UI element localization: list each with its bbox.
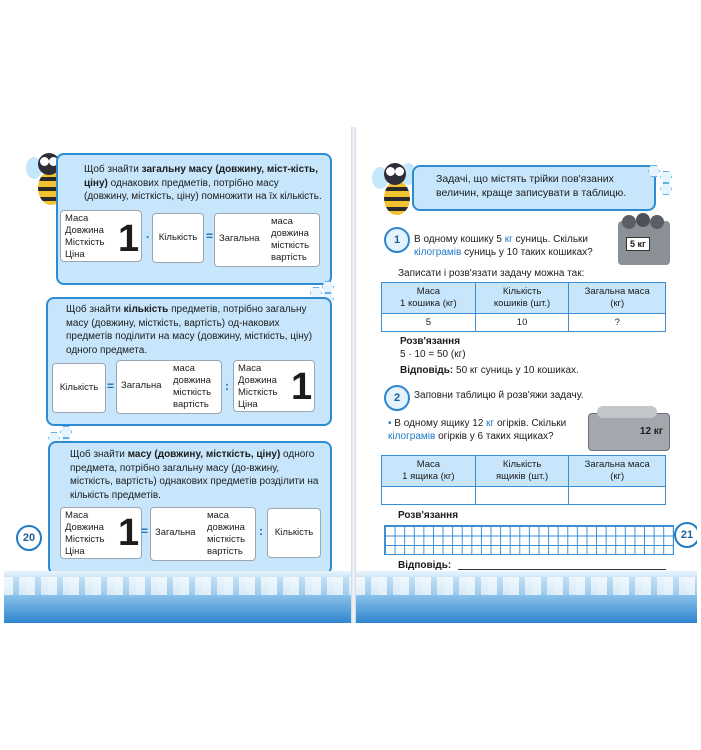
page-number: 21 xyxy=(674,522,697,548)
hex-decoration-icon xyxy=(60,426,72,438)
formula-one: 1 xyxy=(291,366,313,408)
table-cell: ? xyxy=(569,314,666,332)
table-cell: 5 xyxy=(382,314,476,332)
page-number: 20 xyxy=(16,525,42,551)
intro-text: Задачі, що містять трійки пов'язаних величин, краще записувати в таблицю. xyxy=(436,173,627,199)
task1-table: Маса 1 кошика (кг) Кількість кошиків (шт.) Загальна маса (кг) 5 10 ? xyxy=(381,282,666,332)
formula-total-box: Загальна маса довжина місткість вартість xyxy=(150,507,256,561)
table-cell-input[interactable] xyxy=(475,487,569,505)
formula-quantity-box: Кількість xyxy=(267,508,321,558)
task2-instruction: Заповни таблицю й розв'яжи задачу. xyxy=(414,390,584,401)
multiply-sign: · xyxy=(146,230,150,244)
rule-text-unit: Щоб знайти масу (довжину, місткість, ціну) одного предмета, потрібно загальну масу (до-вжину, місткість, вартість) однакових предметів розділити на кількість предметів. xyxy=(70,449,319,501)
answer-line: Відповідь: 50 кг суниць у 10 кошиках. xyxy=(400,365,579,376)
bottom-decoration xyxy=(4,571,351,623)
formula-total-box: Загальна маса довжина місткість вартість xyxy=(116,360,222,414)
formula-one: 1 xyxy=(118,218,140,260)
task-number-badge: 2 xyxy=(384,385,410,411)
table-cell-input[interactable] xyxy=(382,487,476,505)
answer-label: Відповідь: xyxy=(398,560,452,571)
hex-decoration-icon xyxy=(660,183,672,195)
left-page xyxy=(4,127,352,623)
solution-expression: 5 · 10 = 50 (кг) xyxy=(400,349,466,360)
equals-sign: = xyxy=(206,229,214,243)
hex-decoration-icon xyxy=(660,171,672,183)
formula-mass-box: Маса Довжина Місткість Ціна xyxy=(233,360,315,412)
formula-total-box: Загальна маса довжина місткість вартість xyxy=(214,213,320,267)
bottom-decoration xyxy=(356,571,697,623)
task1-prompt: Записати і розв'язати задачу можна так: xyxy=(398,268,585,279)
solution-grid[interactable] xyxy=(384,525,674,555)
formula-one: 1 xyxy=(118,512,140,554)
rule-text-total: Щоб знайти загальну масу (довжину, міст-кість, ціну) однакових предметів, потрібно масу (довжину, місткість, ціну) помножити на їх кількість. xyxy=(84,164,322,202)
right-page xyxy=(356,127,697,623)
crate-label: 12 кг xyxy=(639,426,663,437)
task-number-badge: 1 xyxy=(384,227,410,253)
task1-text: В одному кошику 5 кг суниць. Скільки кілограмів суниць у 10 таких кошиках? xyxy=(414,234,593,258)
formula-quantity-box: Кількість xyxy=(152,213,204,263)
divide-sign: : xyxy=(225,379,229,393)
cucumber-crate-icon xyxy=(588,413,670,451)
equals-sign: = xyxy=(141,524,149,538)
task2-table: Маса 1 ящика (кг) Кількість ящиків (шт.) Загальна маса (кг) xyxy=(381,455,666,505)
table-cell-input[interactable] xyxy=(569,487,666,505)
rule-text-quantity: Щоб знайти кількість предметів, потрібно загальну масу (довжину, місткість, вартість) од-накових предметів поділити на масу (довжину, місткість, ціну) одного предмета. xyxy=(66,304,313,356)
basket-label: 5 кг xyxy=(626,237,650,251)
answer-input-line[interactable] xyxy=(458,569,666,570)
divide-sign: : xyxy=(259,524,263,538)
solution-title: Розв'язання xyxy=(400,336,461,347)
equals-sign: = xyxy=(107,379,115,393)
strawberry-basket-icon xyxy=(618,221,670,265)
formula-mass-box: Маса Довжина Місткість Ціна xyxy=(60,210,142,262)
solution-title: Розв'язання xyxy=(398,510,459,521)
task2-text: • В одному ящику 12 кг огірків. Скільки кілограмів огірків у 6 таких ящиках? xyxy=(388,418,567,442)
formula-mass-box: Маса Довжина Місткість Ціна xyxy=(60,507,142,559)
table-cell: 10 xyxy=(475,314,569,332)
formula-quantity-box: Кількість xyxy=(52,363,106,413)
